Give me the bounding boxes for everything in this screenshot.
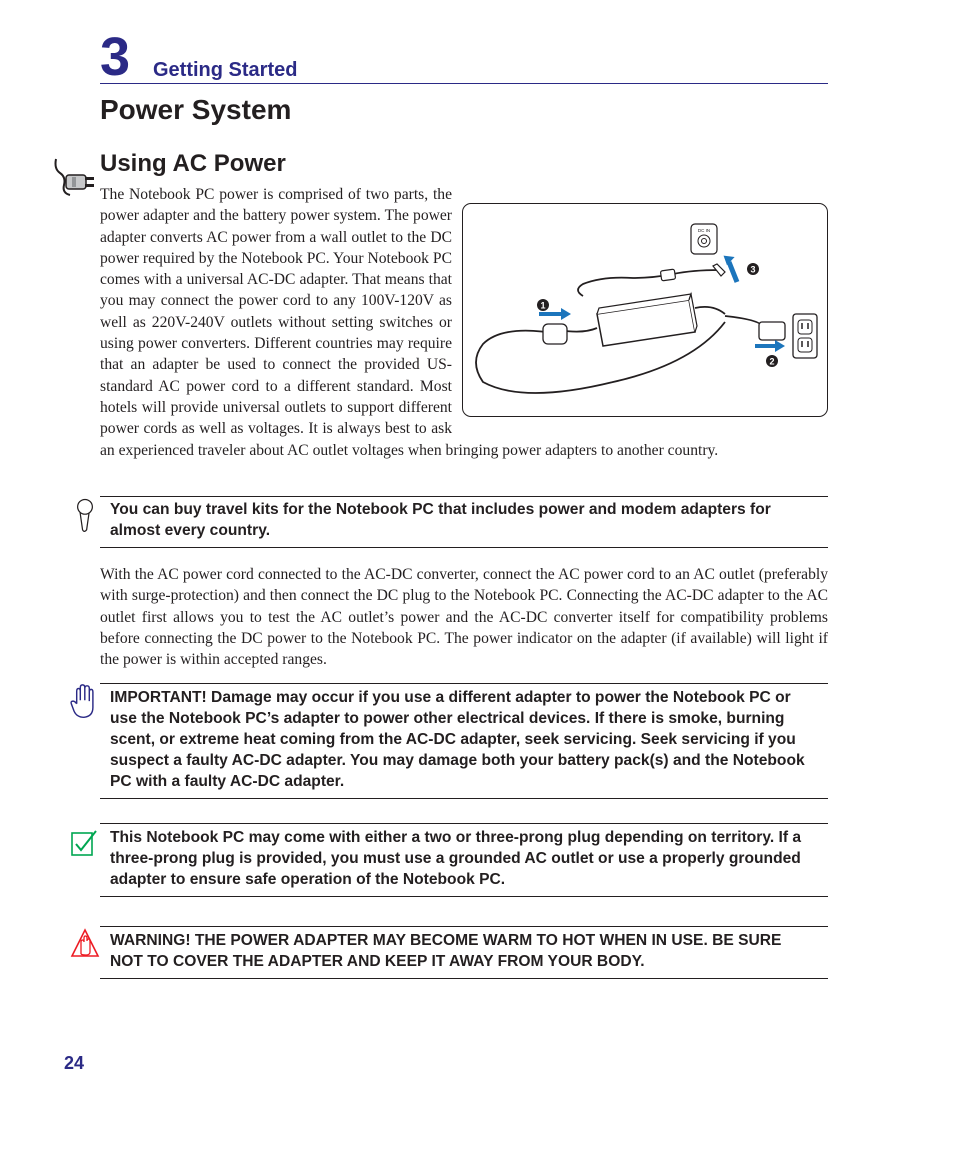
step-marker-2 xyxy=(766,355,778,367)
important-note xyxy=(100,683,828,799)
checkmark-note-icon xyxy=(70,826,100,862)
ac-adapter-figure xyxy=(462,203,828,417)
step-marker-1 xyxy=(537,299,549,311)
intro-block xyxy=(100,184,828,461)
warning-text: WARNING! THE POWER ADAPTER MAY BECOME WARM TO HOT WHEN IN USE. BE SURE NOT TO COVER THE ADAPTER AND KEEP IT AWAY FROM YOUR BODY. xyxy=(110,932,782,970)
svg-text:2: 2 xyxy=(769,356,775,367)
ac-adapter-diagram xyxy=(463,204,827,416)
ac-plug-icon xyxy=(52,155,96,197)
connect-block xyxy=(100,564,828,670)
svg-text:1: 1 xyxy=(540,300,546,311)
tip-note xyxy=(100,496,828,548)
important-text: IMPORTANT! Damage may occur if you use a different adapter to power the Notebook PC or use the Notebook PC’s adapter to power other electrical devices. If there is smoke, burning scent, or extreme heat coming from the AC-DC adapter, seek servicing. Seek servicing if you suspect a faulty AC-DC adapter. You may damage both your battery pack(s) and the Notebook PC with a faulty AC-DC adapter. xyxy=(110,689,805,790)
tip-text: You can buy travel kits for the Notebook PC that includes power and modem adapters for almost every country. xyxy=(110,501,771,539)
grounding-text: This Notebook PC may come with either a two or three-prong plug depending on territory. If a three-prong plug is provided, you must use a grounded AC outlet or use a properly grounded adapter to ensure safe operation of the Notebook PC. xyxy=(110,829,802,888)
dc-port-icon xyxy=(691,224,717,254)
figure-container xyxy=(462,203,828,419)
connect-paragraph: With the AC power cord connected to the AC-DC converter, connect the AC power cord to an AC outlet (preferably with surge-protection) and then connect the DC plug to the Notebook PC. Connecting the AC-DC adapter to the AC outlet first allows you to test the AC outlet’s power and the AC-DC converter itself for compatibility problems before connecting the DC power to the Notebook PC. The power indicator on the adapter (if available) will light if the power is within accepted ranges. xyxy=(100,566,828,669)
svg-text:3: 3 xyxy=(750,264,756,275)
wall-outlet xyxy=(793,314,817,358)
step-marker-3 xyxy=(747,263,759,275)
adapter-brick xyxy=(597,294,697,346)
warning-hand-icon xyxy=(70,926,100,962)
raised-hand-icon xyxy=(68,684,98,720)
dc-port-label: DC IN xyxy=(697,228,711,233)
warning-note xyxy=(100,926,828,979)
chapter-title: Getting Started xyxy=(153,59,298,81)
page-title: Power System xyxy=(100,94,292,125)
grounding-note xyxy=(100,823,828,897)
magnifier-icon xyxy=(70,497,100,533)
header-divider xyxy=(100,83,828,84)
page-number: 24 xyxy=(64,1053,85,1073)
chapter-number: 3 xyxy=(100,27,131,87)
intro-paragraph: The Notebook PC power is comprised of two parts, the power adapter and the battery power system. The power adapter converts AC power from a wall outlet to the DC power required by the Notebook PC. Your Notebook PC comes with a universal AC-DC adapter. That means that you may connect the power cord to any 100V-120V as well as 220V-240V outlets without setting switches or using power converters. Different countries may require that an adapter be used to connect the provided US-standard AC power cord to a different standard. Most hotels will provide universal outlets to support different power cords as well as voltages. It is always best to ask an experienced traveler about AC outlet voltages when bringing power adapters to another country. xyxy=(100,186,719,459)
section-title: Using AC Power xyxy=(100,150,286,177)
